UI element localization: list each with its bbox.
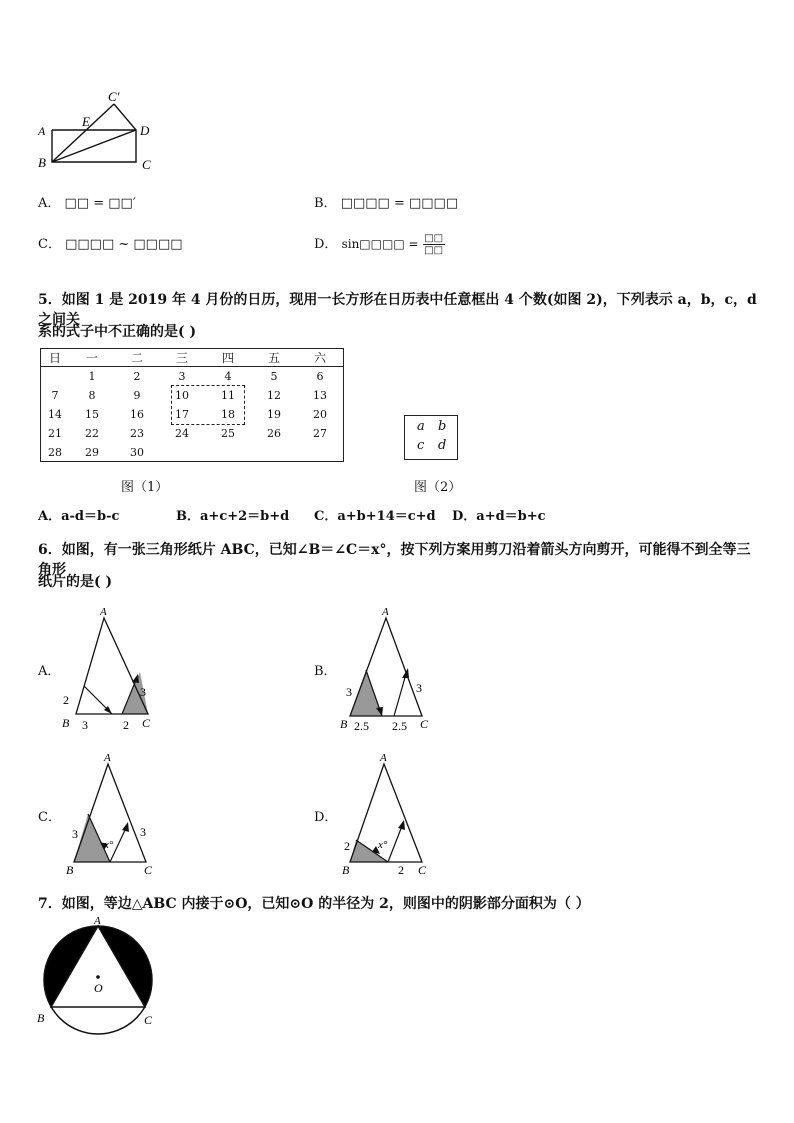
calendar-cell: 4: [224, 370, 232, 383]
calendar-cell: 8: [88, 389, 96, 402]
calendar-header: 一: [85, 351, 98, 365]
calendar-row: [41, 367, 343, 386]
calendar-cell: 15: [85, 408, 99, 421]
q6-figure-d: [336, 750, 440, 878]
option-text: sin□□□□ =: [341, 237, 419, 251]
label-n3: 2.5: [392, 719, 407, 733]
q4-label-d: D: [140, 123, 150, 138]
label-a: A: [100, 606, 107, 618]
calendar-cell: 28: [48, 446, 62, 459]
fig2-letter-a: a: [417, 419, 425, 434]
option-text: □□ = □□′: [64, 196, 136, 211]
option-text: □□□□ ~ □□□□: [65, 237, 183, 252]
label-o: O: [94, 981, 103, 995]
calendar-cell: 11: [221, 389, 235, 402]
selection-dashed-box: [171, 385, 245, 425]
label-n2: 2.5: [354, 719, 369, 733]
calendar-cell: 30: [130, 446, 144, 459]
q6-figure-b: [336, 604, 440, 734]
calendar-cell: 2: [133, 370, 141, 383]
q4-label-a: A: [38, 124, 46, 138]
q6-figure-c: [60, 750, 164, 878]
label-c: C: [144, 863, 153, 877]
calendar-cell: 17: [175, 408, 189, 421]
label-b: B: [37, 1011, 45, 1025]
label-n4: 3: [140, 685, 146, 699]
label-n2: x°: [104, 839, 114, 851]
label-n1: 3: [72, 827, 78, 841]
q6-stem-line1: 6．如图，有一张三角形纸片 ABC，已知∠B＝∠C＝x°，按下列方案用剪刀沿着箭头方向剪开，可能得不到全等三角形: [38, 542, 751, 578]
calendar-cell: 3: [178, 370, 186, 383]
calendar-cell: 24: [175, 427, 189, 440]
option-letter: B．: [314, 196, 337, 211]
label-n1: 2: [63, 693, 69, 707]
option-letter: C．: [314, 509, 338, 524]
calendar-cell: 1: [88, 370, 96, 383]
calendar-caption-1: 图（1）: [121, 480, 169, 495]
calendar-cell: 7: [51, 389, 59, 402]
label-n3: 2: [123, 718, 129, 732]
q5-option-c[interactable]: [314, 505, 436, 524]
q6-option-c-letter[interactable]: C．: [38, 810, 61, 825]
q4-option-c[interactable]: [38, 233, 183, 252]
calendar-cell: 22: [85, 427, 99, 440]
calendar-header: 三: [175, 351, 188, 365]
q4-figure: [34, 88, 164, 174]
calendar-header-row: [41, 349, 343, 367]
label-b: B: [340, 717, 348, 731]
option-letter: A．: [38, 509, 62, 524]
calendar-cell: 16: [130, 408, 144, 421]
q6-option-a-letter[interactable]: A．: [38, 664, 61, 679]
q6-stem-line2: 纸片的是( ): [38, 574, 113, 590]
calendar-cell: 9: [133, 389, 141, 402]
label-n1: 2: [344, 839, 350, 853]
option-letter: B．: [176, 509, 200, 524]
calendar-header: 二: [130, 351, 143, 365]
q4-label-cprime: C′: [108, 89, 120, 104]
calendar-cell: 19: [267, 408, 281, 421]
q5-stem-line2: 系的式子中不正确的是( ): [38, 324, 197, 340]
q4-label-b: B: [38, 155, 46, 170]
label-n2: x°: [378, 839, 388, 851]
label-n3: 3: [140, 825, 146, 839]
calendar-figure-1: [40, 348, 344, 462]
label-n1: 3: [346, 685, 352, 699]
calendar-caption-2: 图（2）: [414, 480, 462, 495]
q6-option-d-letter[interactable]: D．: [314, 810, 338, 825]
calendar-header: 日: [48, 351, 61, 365]
label-a: A: [94, 916, 101, 927]
calendar-header: 六: [313, 351, 326, 365]
label-c: C: [144, 1013, 153, 1027]
option-letter: D．: [452, 509, 477, 524]
label-n2: 3: [82, 718, 88, 732]
calendar-cell: 18: [221, 408, 235, 421]
fig2-letter-b: b: [438, 419, 447, 434]
calendar-cell: 29: [85, 446, 99, 459]
label-n4: 3: [416, 681, 422, 695]
option-letter: C．: [38, 237, 61, 252]
calendar-cell: 26: [267, 427, 281, 440]
q4-option-a[interactable]: [38, 192, 136, 211]
option-text: a+b+14＝c+d: [337, 509, 436, 524]
label-b: B: [66, 863, 74, 877]
option-letter: A．: [38, 196, 61, 211]
label-b: B: [62, 716, 70, 730]
q5-option-b[interactable]: [176, 505, 289, 524]
calendar-cell: 23: [130, 427, 144, 440]
label-c: C: [418, 863, 427, 877]
fraction-glyph: $\frac{□□}{□□}$: [424, 233, 444, 256]
calendar-cell: 20: [313, 408, 327, 421]
calendar-cell: 6: [316, 370, 324, 383]
label-c: C: [420, 717, 429, 731]
q4-option-b[interactable]: [314, 192, 458, 211]
q5-option-a[interactable]: [38, 505, 119, 524]
calendar-cell: 25: [221, 427, 235, 440]
label-b: B: [342, 863, 350, 877]
calendar-cell: 5: [270, 370, 278, 383]
calendar-header: 五: [267, 351, 280, 365]
option-letter: D．: [314, 237, 338, 252]
q7-figure: [34, 916, 164, 1042]
calendar-cell: 21: [48, 427, 62, 440]
q6-figure-a: [60, 604, 160, 732]
label-a: A: [382, 606, 389, 618]
option-text: a+c+2＝b+d: [200, 509, 290, 524]
option-text: a-d＝b-c: [61, 509, 120, 524]
q4-option-d[interactable]: [314, 233, 445, 256]
fig2-letter-d: d: [438, 438, 447, 453]
calendar-figure-2: [404, 415, 458, 460]
option-text: a+d＝b+c: [476, 509, 546, 524]
calendar-cell: 14: [48, 408, 62, 421]
calendar-row: [41, 424, 343, 443]
q4-label-e: E: [82, 114, 90, 129]
calendar-cell: 12: [267, 389, 281, 402]
q5-stem-line1: 5．如图 1 是 2019 年 4 月份的日历，现用一长方形在日历表中任意框出 4 个数(如图 2)，下列表示 a，b，c，d 之间关: [38, 292, 757, 328]
q5-option-d[interactable]: [452, 505, 546, 524]
calendar-header: 四: [221, 351, 234, 365]
fig2-letter-c: c: [417, 438, 425, 453]
q7-stem: 7．如图，等边△ABC 内接于⊙O，已知⊙O 的半径为 2，则图中的阴影部分面积为（ ）: [38, 896, 590, 912]
calendar-row: [41, 443, 343, 462]
calendar-cell: 13: [313, 389, 327, 402]
q4-label-c: C: [142, 157, 151, 172]
q6-option-b-letter[interactable]: B．: [314, 664, 337, 679]
calendar-cell: 10: [175, 389, 189, 402]
option-text: □□□□ = □□□□: [340, 196, 459, 211]
label-n3: 2: [398, 863, 404, 877]
label-a: A: [104, 752, 111, 764]
label-c: C: [142, 716, 151, 730]
calendar-cell: 27: [313, 427, 327, 440]
label-a: A: [380, 752, 387, 764]
